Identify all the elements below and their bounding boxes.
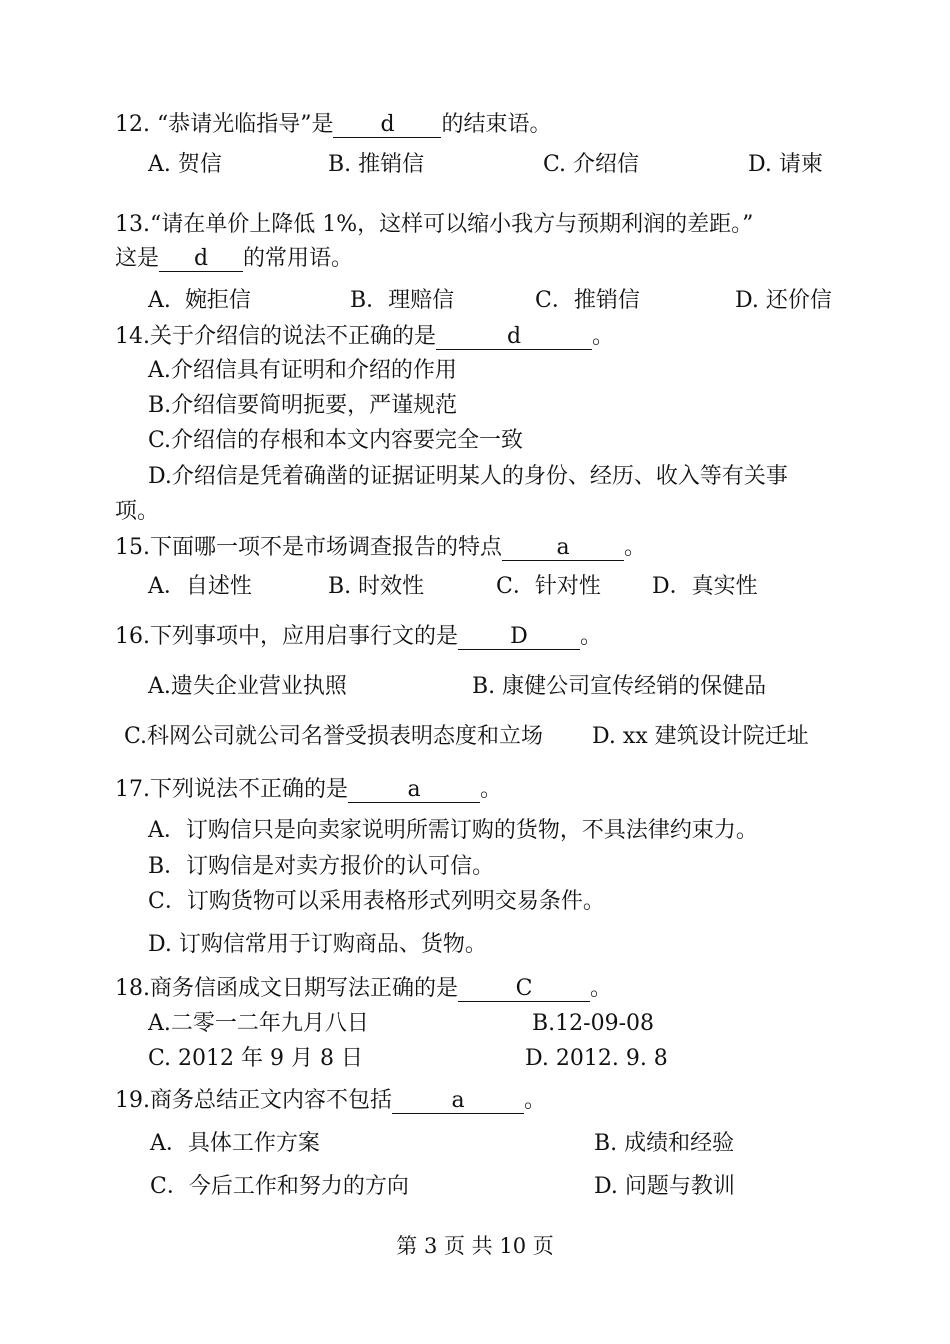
option-d: D.介绍信是凭着确凿的证据证明某人的身份、经历、收入等有关事	[148, 464, 788, 489]
option-b: B. 成绩和经验	[594, 1131, 735, 1156]
option-c: C.介绍信的存根和本文内容要完全一致	[148, 428, 524, 453]
stem-text: 19.商务总结正文内容不包括	[115, 1088, 392, 1113]
question-13-stem-line2	[115, 246, 353, 272]
option-d: D. 2012. 9. 8	[525, 1046, 668, 1071]
option-b: B．理赔信	[350, 288, 455, 313]
option-a: A.介绍信具有证明和介绍的作用	[148, 358, 457, 383]
stem-text: 的结束语。	[441, 112, 552, 137]
answer-blank: a	[392, 1089, 524, 1114]
option-b: B.12-09-08	[532, 1011, 655, 1036]
question-12-stem	[115, 112, 552, 138]
question-19-stem	[115, 1088, 546, 1114]
option-a: A. 贺信	[148, 152, 222, 177]
question-15-stem	[115, 535, 646, 561]
answer-blank: a	[348, 778, 480, 803]
stem-text: 。	[580, 624, 603, 649]
stem-text: 16.下列事项中，应用启事行文的是	[115, 624, 458, 649]
option-a: A．订购信只是向卖家说明所需订购的货物，不具法律约束力。	[148, 818, 758, 843]
option-c: C．推销信	[535, 288, 640, 313]
question-13-stem-line1: 13.“请在单价上降低 1%，这样可以缩小我方与预期利润的差距。”	[115, 212, 754, 237]
option-a: A.二零一二年九月八日	[148, 1011, 369, 1036]
question-14-stem	[115, 324, 614, 350]
question-17-stem	[115, 777, 502, 803]
stem-text: 。	[592, 324, 615, 349]
stem-text: 这是	[115, 246, 160, 271]
page-number: 第 3 页 共 10 页	[396, 1234, 554, 1258]
option-b: B．订购信是对卖方报价的认可信。	[148, 854, 495, 879]
stem-text: 17.下列说法不正确的是	[115, 777, 348, 802]
option-a: A．自述性	[148, 574, 252, 599]
question-18-stem	[115, 976, 612, 1002]
stem-text: 。	[624, 535, 647, 560]
question-16-stem	[115, 624, 602, 650]
stem-text: 15.下面哪一项不是市场调查报告的特点	[115, 535, 502, 560]
option-b: B. 康健公司宣传经销的保健品	[472, 674, 767, 699]
stem-text: 。	[590, 976, 613, 1001]
answer-blank: D	[458, 625, 580, 650]
option-a: A. 婉拒信	[148, 288, 251, 313]
option-b: B.介绍信要简明扼要，严谨规范	[148, 393, 458, 418]
stem-text: 12. “恭请光临指导”是	[115, 112, 334, 137]
option-c: C．针对性	[496, 574, 601, 599]
option-c: C.科网公司就公司名誉受损表明态度和立场	[124, 724, 544, 749]
stem-text: 的常用语。	[243, 246, 354, 271]
option-b: B. 推销信	[328, 152, 425, 177]
option-c: C. 2012 年 9 月 8 日	[148, 1046, 363, 1071]
option-a: A．具体工作方案	[150, 1131, 320, 1156]
answer-blank: C	[458, 977, 590, 1002]
stem-text: 。	[480, 777, 503, 802]
stem-text: 。	[524, 1088, 547, 1113]
option-d-continuation: 项。	[115, 499, 160, 524]
option-d: D. 订购信常用于订购商品、货物。	[148, 932, 487, 957]
option-a: A.遗失企业营业执照	[148, 674, 347, 699]
option-d: D. 还价信	[735, 288, 832, 313]
answer-blank: d	[159, 247, 243, 272]
option-c: C．今后工作和努力的方向	[150, 1174, 409, 1199]
answer-blank: d	[436, 325, 592, 350]
option-c: C. 介绍信	[543, 152, 640, 177]
option-d: D．真实性	[652, 574, 758, 599]
option-d: D. xx 建筑设计院迁址	[592, 724, 809, 749]
stem-text: 14.关于介绍信的说法不正确的是	[115, 324, 436, 349]
stem-text: 18.商务信函成文日期写法正确的是	[115, 976, 458, 1001]
option-d: D. 请柬	[748, 152, 823, 177]
option-c: C．订购货物可以采用表格形式列明交易条件。	[148, 889, 605, 914]
answer-blank: d	[333, 113, 441, 138]
option-b: B. 时效性	[328, 574, 425, 599]
option-d: D. 问题与教训	[594, 1174, 735, 1199]
answer-blank: a	[502, 536, 624, 561]
